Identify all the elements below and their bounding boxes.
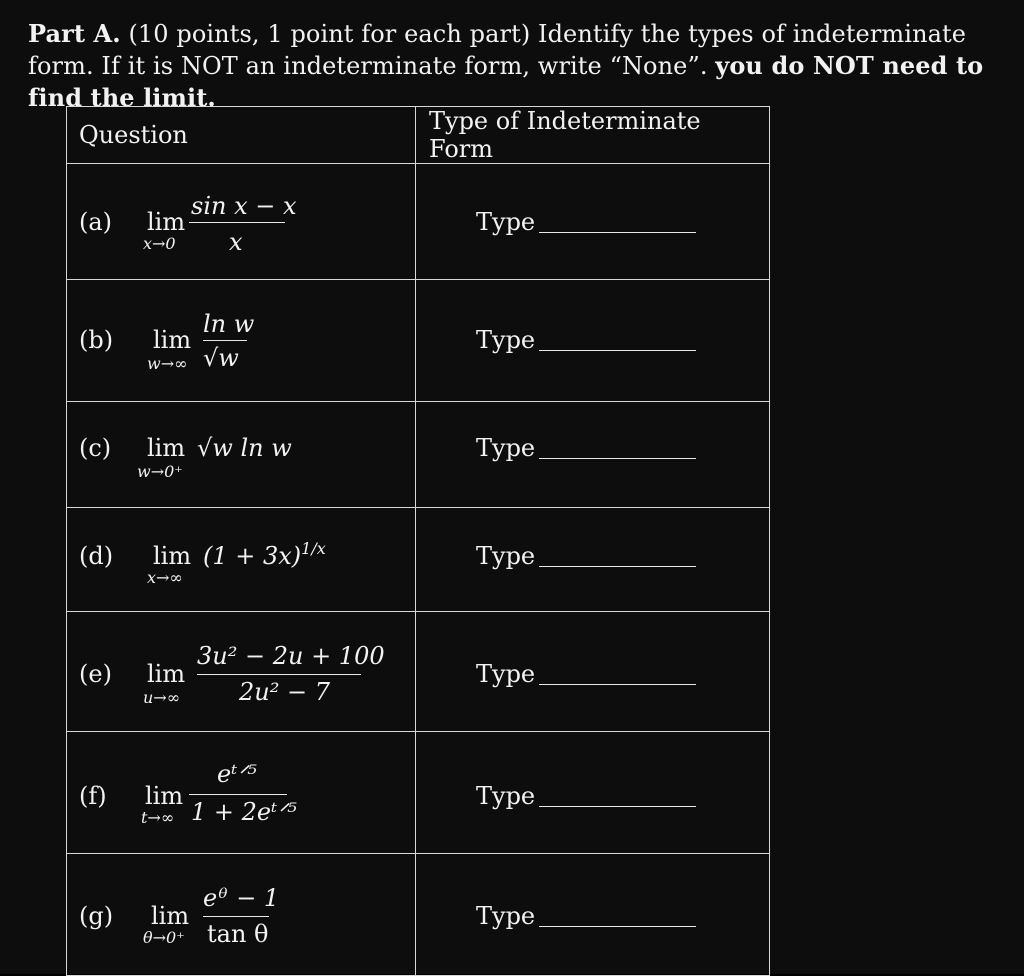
fraction-bar [203,916,269,917]
answer-cell [416,280,770,402]
table-row [67,402,770,508]
fraction-bar [197,674,361,675]
limit-operator: lim [147,660,186,688]
question-cell [67,402,416,508]
limit-subscript: θ→0⁺ [143,928,185,947]
type-label: Type [476,782,536,810]
limit-operator: lim [151,902,190,930]
limit-base: (1 + 3x) [203,542,302,570]
fraction-bar [189,222,285,223]
instructions-emphasis: you do NOT need to find the limit. [28,51,984,112]
question-label: (f) [79,782,107,810]
type-label: Type [476,326,536,354]
fraction-bar [189,794,287,795]
part-title: Part A. [28,19,121,48]
table-row [67,854,770,976]
fraction-numerator: eᵗᐟ⁵ [217,760,257,788]
type-label: Type [476,434,536,462]
question-label: (e) [79,660,112,688]
table-header-row [67,107,770,164]
instructions [28,18,998,114]
column-header-type: Type of Indeterminate Form [416,107,770,164]
fraction-numerator: sin x − x [191,192,297,220]
limit-subscript: w→∞ [147,354,188,373]
type-label: Type [476,542,536,570]
instructions-text: (10 points, 1 point for each part) Identify the types of indeterminate form. If it is NOT an indeterminate form, write “None”. [28,20,967,80]
answer-cell [416,854,770,976]
limit-subscript: x→0 [143,234,176,253]
fraction-denominator: 1 + 2eᵗᐟ⁵ [191,798,297,826]
answer-cell [416,508,770,612]
column-header-question: Question [67,107,416,164]
answer-blank[interactable] [539,566,696,567]
fraction-denominator: 2u² − 7 [239,678,330,706]
question-table [66,106,770,976]
question-cell [67,280,416,402]
fraction-numerator: eᶿ − 1 [203,884,280,912]
fraction-denominator: x [229,228,243,256]
limit-operator: lim [153,542,192,570]
answer-cell [416,164,770,280]
answer-cell [416,402,770,508]
type-label: Type [476,208,536,236]
type-label: Type [476,660,536,688]
answer-cell [416,732,770,854]
question-label: (d) [79,542,114,570]
table-row [67,164,770,280]
answer-cell [416,612,770,732]
question-label: (c) [79,434,112,462]
question-label: (g) [79,902,114,930]
fraction-denominator: tan θ [207,920,269,948]
type-label: Type [476,902,536,930]
question-label: (b) [79,326,114,354]
limit-expression [203,539,326,570]
question-cell [67,508,416,612]
limit-operator: lim [153,326,192,354]
fraction-denominator: √w [203,344,239,372]
question-cell [67,612,416,732]
question-label: (a) [79,208,113,236]
question-cell [67,732,416,854]
limit-operator: lim [145,782,184,810]
limit-subscript: w→0⁺ [137,462,183,481]
limit-subscript: u→∞ [143,688,181,707]
limit-operator: lim [147,434,186,462]
question-cell [67,164,416,280]
fraction-bar [203,340,247,341]
answer-blank[interactable] [539,806,696,807]
answer-blank[interactable] [539,458,696,459]
answer-blank[interactable] [539,232,696,233]
fraction-numerator: ln w [203,310,255,338]
question-cell [67,854,416,976]
fraction-numerator: 3u² − 2u + 100 [197,642,385,670]
table-row [67,732,770,854]
limit-subscript: x→∞ [147,568,183,587]
table-row [67,612,770,732]
table-row [67,280,770,402]
table-row [67,508,770,612]
answer-blank[interactable] [539,926,696,927]
answer-blank[interactable] [539,350,696,351]
limit-expression: √w ln w [197,434,292,462]
answer-blank[interactable] [539,684,696,685]
limit-subscript: t→∞ [141,808,175,827]
limit-operator: lim [147,208,186,236]
limit-exponent: 1/x [301,539,326,558]
